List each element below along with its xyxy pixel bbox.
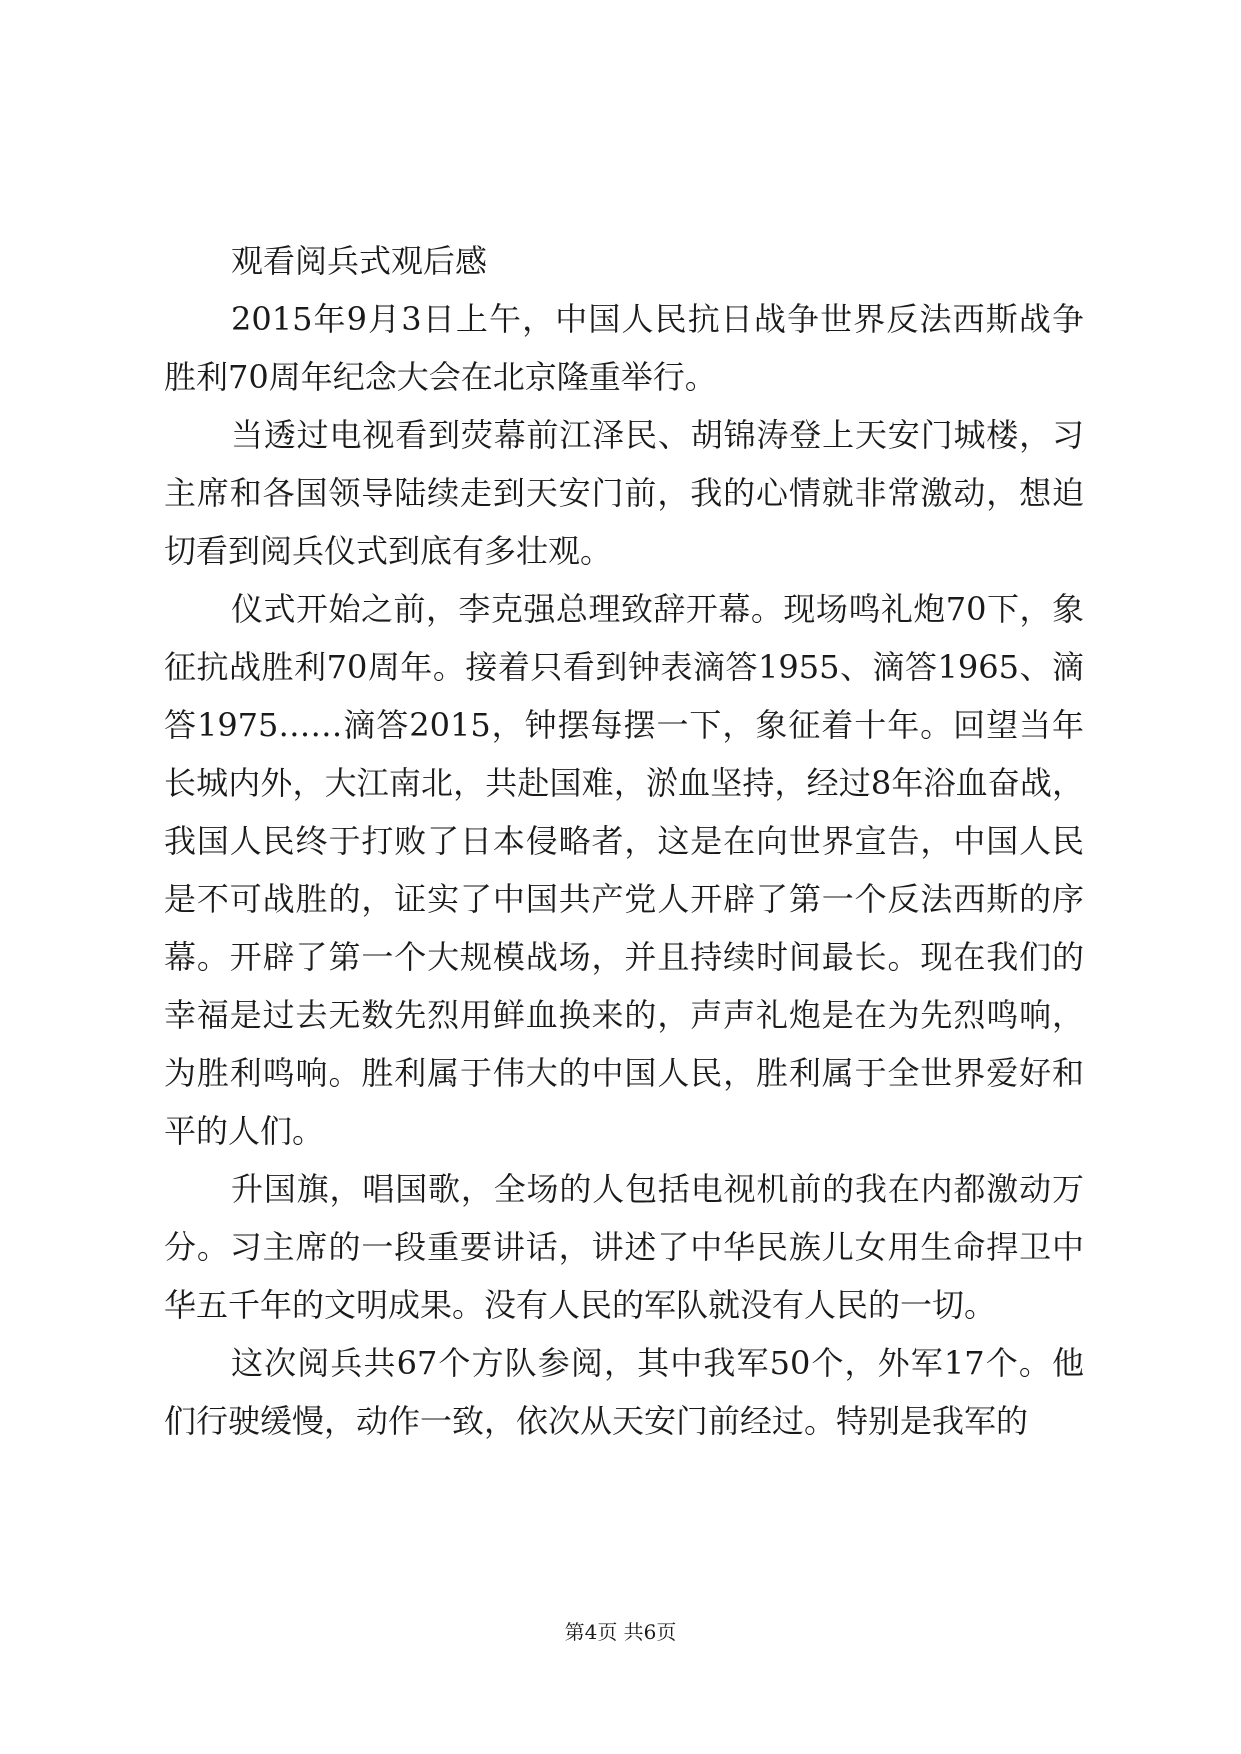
paragraph-1: 2015年9月3日上午，中国人民抗日战争世界反法西斯战争胜利70周年纪念大会在北京隆重举行。: [164, 300, 1084, 396]
paragraph-2: 当透过电视看到荧幕前江泽民、胡锦涛登上天安门城楼，习主席和各国领导陆续走到天安门前，我的心情就非常激动，想迫切看到阅兵仪式到底有多壮观。: [164, 416, 1084, 570]
paragraph-5: 这次阅兵共67个方队参阅，其中我军50个，外军17个。他们行驶缓慢，动作一致，依次从天安门前经过。特别是我军的: [164, 1344, 1084, 1440]
page-number-footer: 第4页 共6页: [564, 1620, 677, 1644]
paragraph-4: 升国旗，唱国歌，全场的人包括电视机前的我在内都激动万分。习主席的一段重要讲话，讲述了中华民族儿女用生命捍卫中华五千年的文明成果。没有人民的军队就没有人民的一切。: [164, 1170, 1084, 1324]
document-title: 观看阅兵式观后感: [231, 242, 488, 280]
document-body: [164, 232, 1084, 1450]
paragraph-3: 仪式开始之前，李克强总理致辞开幕。现场鸣礼炮70下，象征抗战胜利70周年。接着只看到钟表滴答1955、滴答1965、滴答1975……滴答2015，钟摆每摆一下，象征着十年。回望当年长城内外，大江南北，共赴国难，淤血坚持，经过8年浴血奋战，我国人民终于打败了日本侵略者，这是在向世界宣告，中国人民是不可战胜的，证实了中国共产党人开辟了第一个反法西斯的序幕。开辟了第一个大规模战场，并且持续时间最长。现在我们的幸福是过去无数先烈用鲜血换来的，声声礼炮是在为先烈鸣响，为胜利鸣响。胜利属于伟大的中国人民，胜利属于全世界爱好和平的人们。: [164, 590, 1084, 1150]
